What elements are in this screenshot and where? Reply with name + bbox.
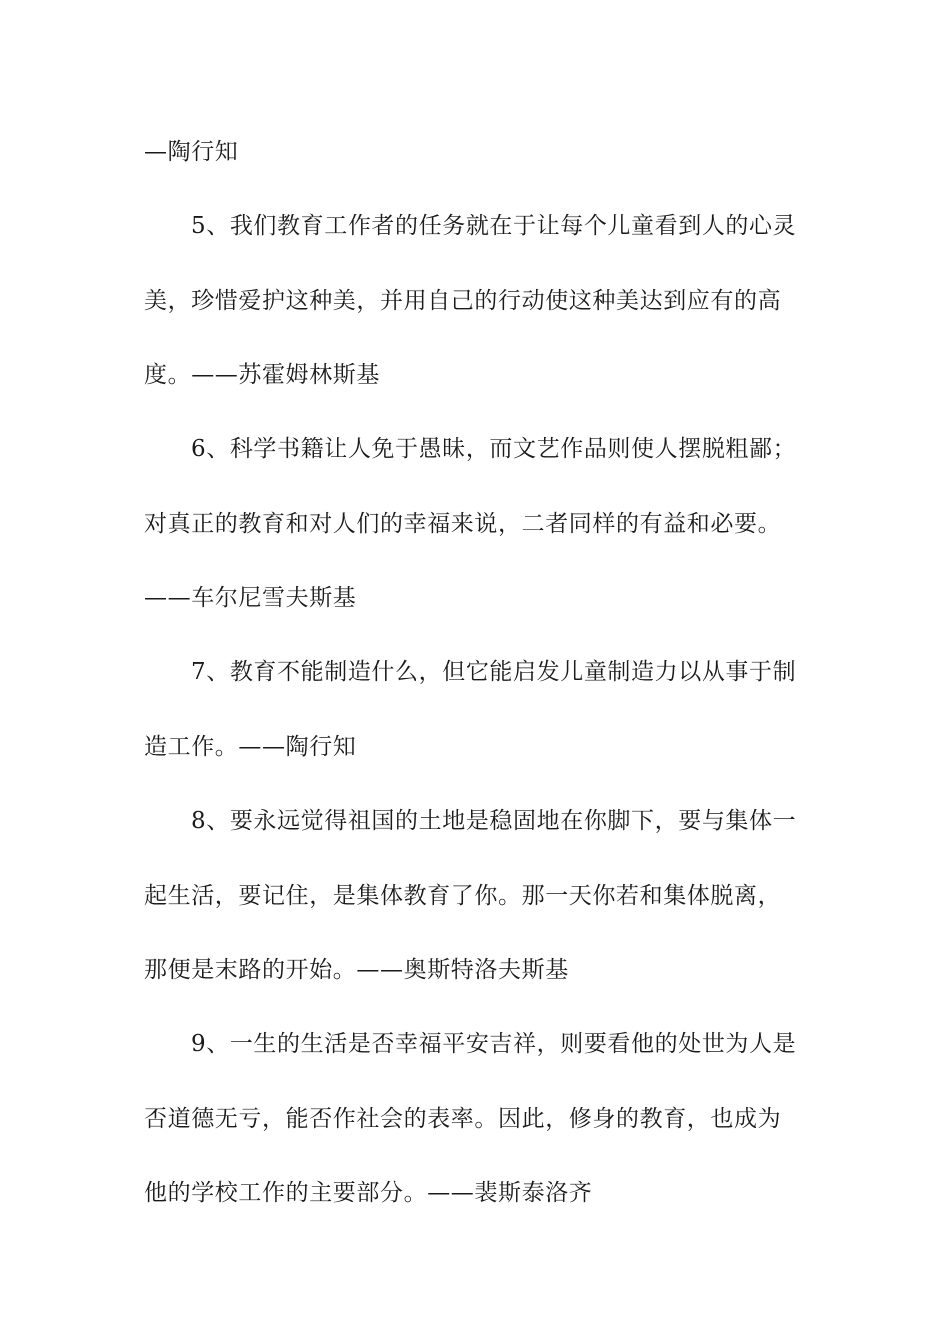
quote-9-line-2: 否道德无亏，能否作社会的表率。因此，修身的教育，也成为 — [144, 1106, 782, 1132]
quote-5-line-1: 5、我们教育工作者的任务就在于让每个儿童看到人的心灵 — [191, 213, 797, 239]
quote-8-line-3: 那便是末路的开始。——奥斯特洛夫斯基 — [144, 957, 569, 983]
quote-8-line-1: 8、要永远觉得祖国的土地是稳固地在你脚下，要与集体一 — [191, 808, 797, 834]
quote-5-line-2: 美，珍惜爱护这种美，并用自己的行动使这种美达到应有的高 — [144, 288, 782, 314]
attribution-line: —陶行知 — [144, 139, 239, 165]
quote-6-line-2: 对真正的教育和对人们的幸福来说，二者同样的有益和必要。 — [144, 511, 782, 537]
quote-9-line-3: 他的学校工作的主要部分。——裴斯泰洛齐 — [144, 1180, 593, 1206]
quote-8-line-2: 起生活，要记住，是集体教育了你。那一天你若和集体脱离， — [144, 883, 782, 909]
quote-6-line-1: 6、科学书籍让人免于愚昧，而文艺作品则使人摆脱粗鄙； — [191, 436, 797, 462]
quote-7-line-2: 造工作。——陶行知 — [144, 734, 357, 760]
quote-9-line-1: 9、一生的生活是否幸福平安吉祥，则要看他的处世为人是 — [191, 1031, 797, 1057]
quote-7-line-1: 7、教育不能制造什么，但它能启发儿童制造力以从事于制 — [191, 659, 797, 685]
quote-6-line-3: ——车尔尼雪夫斯基 — [144, 585, 357, 611]
quote-5-line-3: 度。——苏霍姆林斯基 — [144, 362, 380, 388]
